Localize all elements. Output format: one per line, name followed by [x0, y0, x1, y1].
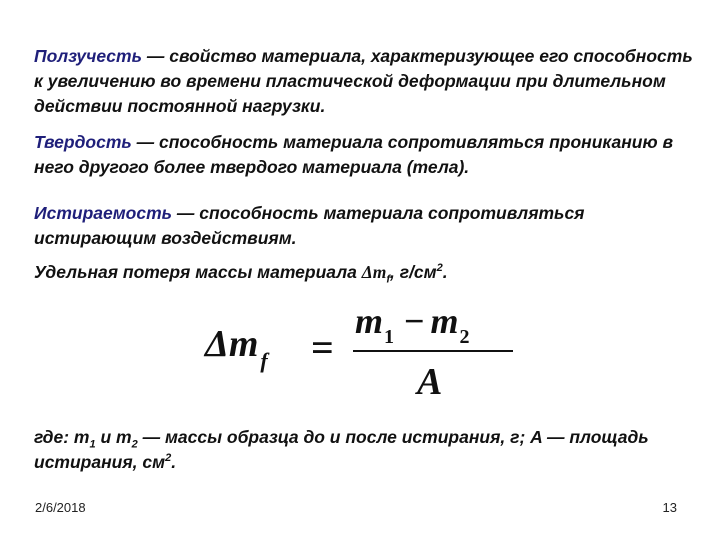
where-explanation: [34, 425, 694, 475]
formula-m1-sub: 1: [384, 326, 395, 348]
mass-loss-unit-sup: 2: [436, 262, 443, 275]
mass-loss-symbol: Δm: [361, 262, 387, 282]
where-text-3: — массы образца до и после истирания, г; A — площадь истирания, см: [34, 427, 649, 472]
mass-loss-formula: [205, 300, 525, 410]
fraction-bar: [353, 350, 513, 352]
where-sub-2: 2: [131, 438, 138, 451]
hardness-text: — способность материала сопротивляться прониканию в него другого более твердого материала (тела).: [34, 132, 674, 177]
mass-loss-unit: , г/см: [390, 262, 437, 282]
where-sup: 2: [165, 452, 172, 465]
mass-loss-text: Удельная потеря массы материала: [34, 262, 362, 282]
formula-lhs-symbol: Δm: [205, 323, 259, 365]
formula-m2: m: [430, 301, 459, 341]
mass-loss-statement: [34, 260, 694, 285]
formula-m1: m: [355, 301, 384, 341]
footer-date: 2/6/2018: [35, 500, 86, 515]
where-text-1: где: m: [34, 427, 90, 447]
mass-loss-symbol-sub: f: [386, 273, 390, 286]
term-creep: Ползучесть: [34, 46, 142, 66]
hardness-definition: [34, 130, 694, 180]
term-hardness: Твердость: [34, 132, 132, 152]
formula-m2-sub: 2: [459, 326, 470, 348]
page-number: 13: [662, 500, 677, 515]
formula-minus: −: [404, 301, 425, 341]
abrasion-definition: [34, 201, 694, 251]
abrasion-text: — способность материала сопротивляться истирающим воздействиям.: [34, 203, 585, 248]
where-end: .: [171, 452, 177, 472]
term-abrasion: Истираемость: [34, 203, 173, 223]
creep-text: — свойство материала, характеризующее его способность к увеличению во времени пластической деформации при длительном действии постоянной нагрузки.: [34, 46, 693, 116]
formula-lhs: [205, 322, 268, 373]
formula-denominator: A: [417, 361, 443, 403]
where-sub-1: 1: [89, 438, 96, 451]
creep-definition: [34, 44, 694, 119]
formula-numerator: [355, 300, 474, 348]
formula-equals: =: [311, 325, 334, 370]
mass-loss-end: .: [442, 262, 448, 282]
formula-lhs-sub: f: [260, 348, 268, 373]
where-text-2: и m: [95, 427, 132, 447]
